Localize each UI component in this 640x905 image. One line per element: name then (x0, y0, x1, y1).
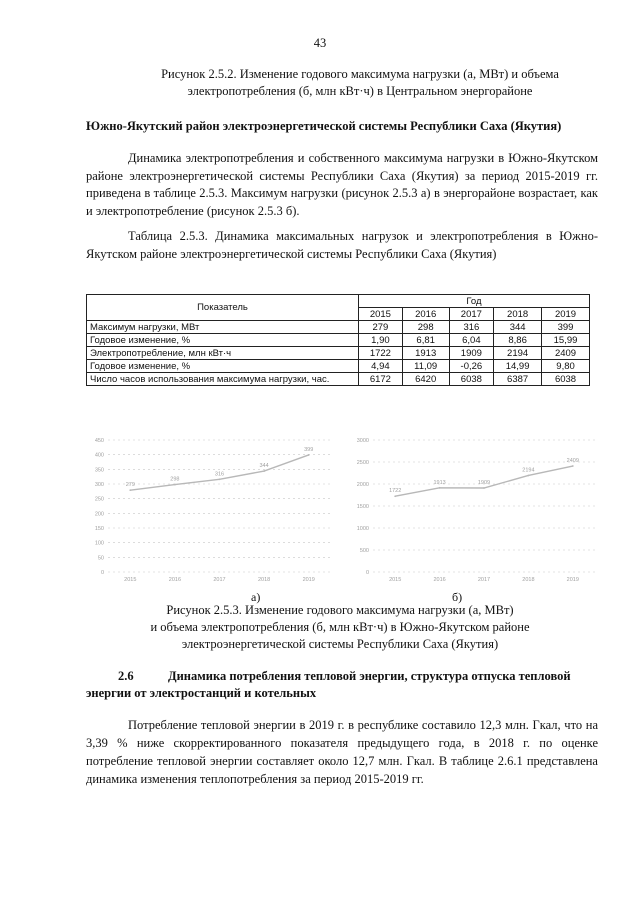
data-label: 2409 (566, 458, 579, 465)
page-number: 43 (313, 36, 327, 50)
year-cell: 2016 (402, 308, 449, 321)
section-2-6-heading (86, 668, 598, 702)
y-tick-label: 1500 (356, 504, 369, 510)
data-label: 1913 (433, 479, 446, 486)
year-cell: 2017 (449, 308, 494, 321)
y-tick-label: 200 (94, 511, 104, 518)
y-tick-label: 2500 (356, 460, 369, 466)
cell: 1909 (449, 347, 494, 360)
caption-line: Рисунок 2.5.2. Изменение годового максимума нагрузки (а, МВт) и объема (161, 67, 559, 81)
section-2-6-paragraph: Потребление тепловой энергии в 2019 г. в республике составило 12,3 млн. Гкал, что на 3,39 % ниже скорректированного показателя предыдущего года, в 2018 г. по оценке потребление тепловой энергии составляет около 12,7 млн. Гкал. В таблице 2.6.1 представлена динамика изменения теплопотребления за период 2015-2019 гг. (86, 718, 598, 786)
row-label: Число часов использования максимума нагрузки, час. (87, 373, 359, 386)
table-row (87, 347, 590, 360)
cell: 399 (542, 321, 590, 334)
row-label: Максимум нагрузки, МВт (87, 321, 359, 334)
year-cell: 2015 (359, 308, 403, 321)
header-indicator: Показатель (87, 295, 359, 321)
cell: 6172 (359, 373, 403, 386)
cell: 6,81 (402, 334, 449, 347)
section-title: Динамика потребления тепловой энергии, структура отпуска тепловой энергии от электростанций и котельных (86, 669, 571, 700)
caption-line: электропотребления (б, млн кВт·ч) в Центральном энергорайоне (187, 84, 533, 98)
data-point (219, 478, 221, 480)
year-cell: 2018 (494, 308, 542, 321)
data-label: 344 (259, 463, 269, 470)
year-cell: 2019 (542, 308, 590, 321)
y-tick-label: 350 (94, 467, 104, 474)
cell: 6038 (449, 373, 494, 386)
panel-label-a: а) (251, 590, 261, 604)
caption-line: и объема электропотребления (б, млн кВт·ч) в Южно-Якутском районе (150, 620, 530, 634)
data-point (572, 465, 574, 467)
y-tick-label: 500 (359, 548, 369, 554)
caption-line: Рисунок 2.5.3. Изменение годового максимума нагрузки (а, МВт) (166, 603, 514, 617)
caption-line: электроэнергетической системы Республики Саха (Якутия) (181, 637, 499, 651)
figure-2-5-2-caption (120, 66, 600, 100)
data-label: 2194 (522, 467, 535, 474)
cell: 2194 (494, 347, 542, 360)
header-year: Год (359, 295, 590, 308)
section-heading: Южно-Якутский район электроэнергетической системы Республики Саха (Якутия) (86, 119, 562, 133)
x-tick-label: 2018 (522, 577, 535, 583)
row-label: Годовое изменение, % (87, 334, 359, 347)
cell: 6420 (402, 373, 449, 386)
y-tick-label: 0 (100, 570, 104, 576)
data-label: 399 (304, 446, 314, 453)
data-label: 316 (214, 471, 225, 478)
table-row (87, 360, 590, 373)
x-tick-label: 2015 (389, 577, 402, 583)
data-label: 1722 (389, 488, 402, 495)
data-label: 298 (170, 476, 180, 483)
table-row (87, 321, 590, 334)
cell: 14,99 (494, 360, 542, 373)
cell: 9,80 (542, 360, 590, 373)
x-tick-label: 2018 (257, 577, 271, 583)
data-table (86, 294, 590, 386)
cell: 4,94 (359, 360, 403, 373)
data-point (129, 489, 131, 491)
x-tick-label: 2016 (168, 577, 182, 583)
data-point (394, 495, 396, 497)
table-row (87, 373, 590, 386)
x-tick-label: 2017 (477, 577, 491, 583)
y-tick-label: 450 (94, 438, 104, 444)
chart-consumption (345, 432, 600, 588)
x-tick-label: 2017 (213, 577, 226, 583)
y-tick-label: 100 (94, 540, 104, 547)
figure-2-5-3-caption (100, 602, 580, 653)
cell: 2409 (542, 347, 590, 360)
cell: 344 (494, 321, 542, 334)
panel-label-b: б) (452, 590, 463, 604)
y-tick-label: 2000 (356, 482, 369, 488)
row-label: Годовое изменение, % (87, 360, 359, 373)
data-point (483, 487, 485, 489)
cell: 1,90 (359, 334, 403, 347)
row-label: Электропотребление, млн кВт·ч (87, 347, 359, 360)
section-number: 2.6 (118, 669, 134, 683)
x-tick-label: 2016 (433, 577, 446, 583)
cell: 6038 (542, 373, 590, 386)
y-tick-label: 400 (94, 452, 104, 459)
x-tick-label: 2019 (302, 577, 315, 583)
cell: 316 (449, 321, 494, 334)
data-label: 279 (125, 482, 135, 489)
data-point (308, 454, 310, 456)
cell: 298 (402, 321, 449, 334)
y-tick-label: 50 (97, 555, 104, 562)
cell: 8,86 (494, 334, 542, 347)
cell: 1913 (402, 347, 449, 360)
y-tick-label: 0 (365, 570, 369, 576)
cell: 6,04 (449, 334, 494, 347)
y-tick-label: 300 (94, 482, 104, 488)
cell: 11,09 (402, 360, 449, 373)
cell: 279 (359, 321, 403, 334)
table-caption: Таблица 2.5.3. Динамика максимальных нагрузок и электропотребления в Южно-Якутском районе электроэнергетической системы Республики Саха (Якутия) (86, 229, 598, 261)
y-tick-label: 1000 (356, 526, 369, 532)
data-point (174, 484, 176, 486)
cell: 6387 (494, 373, 542, 386)
section-paragraph: Динамика электропотребления и собственного максимума нагрузки в Южно-Якутском районе электроэнергетической системы Республики Саха (Якутия) за период 2015-2019 гг. приведена в таблице 2.5.3. Максимум нагрузки (рисунок 2.5.3 а) в энергорайоне возрастает, как и электропотребление (рисунок 2.5.3 б). (86, 151, 598, 218)
data-label: 1909 (477, 480, 491, 487)
y-tick-label: 3000 (356, 438, 369, 444)
data-point (263, 470, 265, 472)
table-header-row (87, 295, 590, 308)
y-tick-label: 250 (94, 496, 104, 503)
cell: 1722 (359, 347, 403, 360)
table-row (87, 334, 590, 347)
x-tick-label: 2015 (124, 577, 137, 583)
y-tick-label: 150 (94, 526, 104, 532)
x-tick-label: 2019 (566, 577, 579, 583)
cell: 15,99 (542, 334, 590, 347)
data-point (528, 475, 530, 477)
data-point (439, 487, 441, 489)
chart-max-load (86, 432, 336, 588)
cell: -0,26 (449, 360, 494, 373)
